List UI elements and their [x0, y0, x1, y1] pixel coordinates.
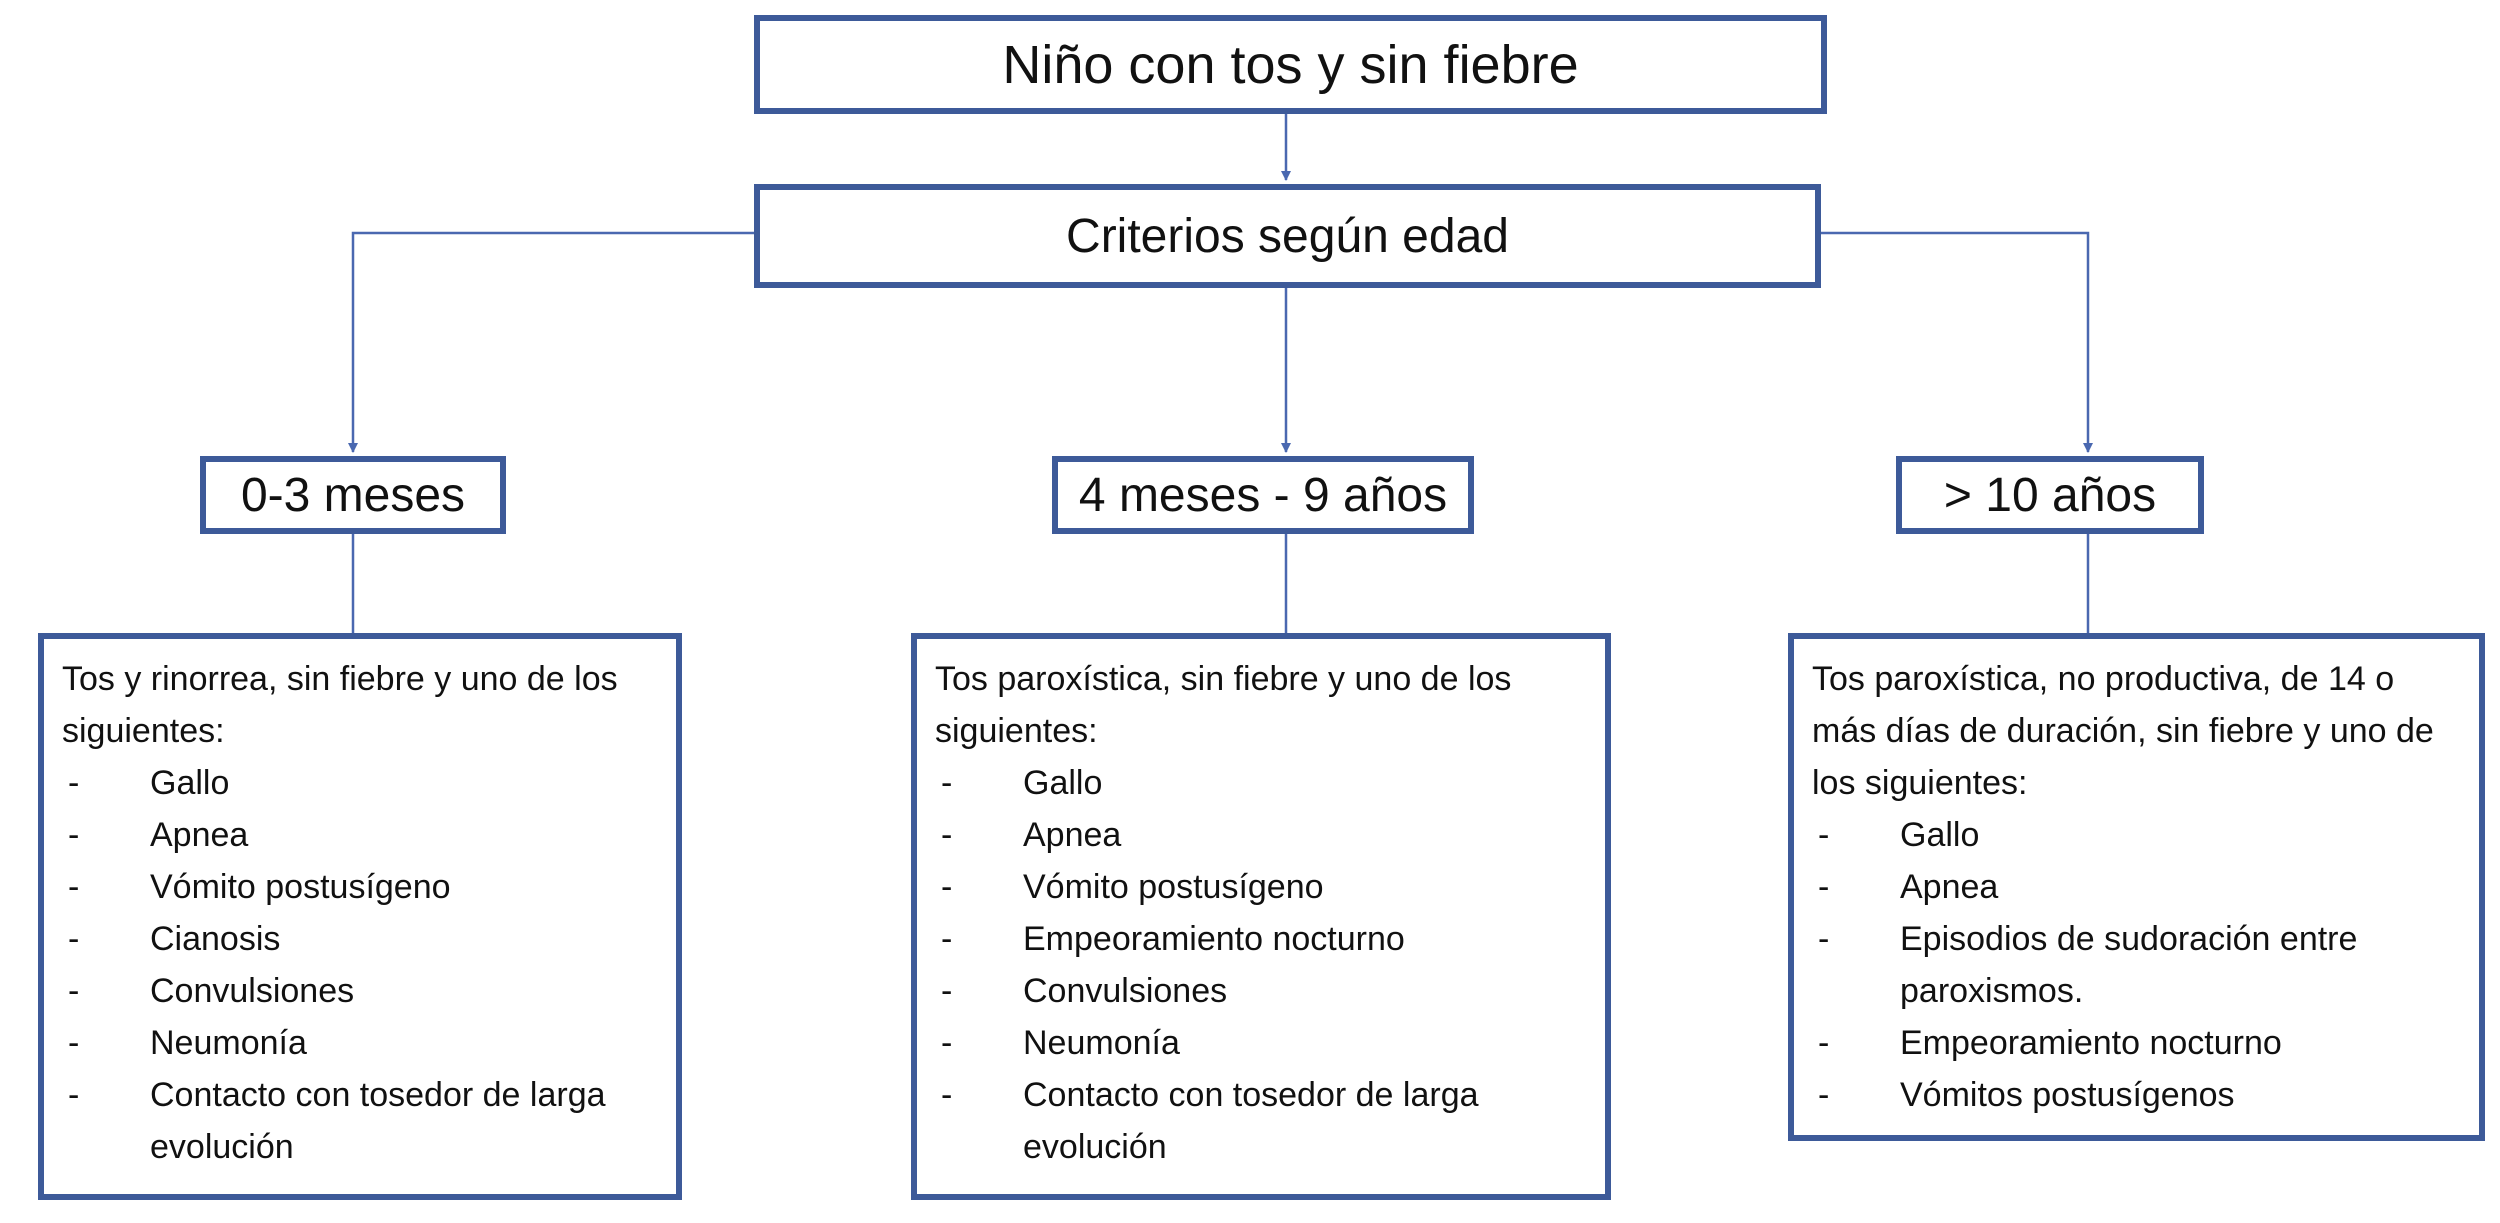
list-item [62, 1017, 662, 1069]
list-item [62, 1069, 662, 1173]
bullet-dash: - [941, 972, 953, 1010]
criteria-list-box-0-3-meses [38, 633, 682, 1200]
list-item [62, 757, 662, 809]
list-item [62, 861, 662, 913]
list-item-text: Cianosis [150, 920, 281, 958]
list-item-text: Vómitos postusígenos [1900, 1076, 2235, 1114]
list-item [1812, 809, 2465, 861]
list-item [935, 757, 1591, 809]
bullet-dash: - [1818, 1076, 1830, 1114]
age-label: 4 meses - 9 años [1078, 468, 1448, 522]
list-item [935, 965, 1591, 1017]
list-item-text: Gallo [150, 764, 230, 802]
bullet-dash: - [941, 816, 953, 854]
criteria-list-box-mas-10-anos [1788, 633, 2485, 1141]
bullet-dash: - [941, 1024, 953, 1062]
list-item-text: Empeoramiento nocturno [1023, 920, 1405, 958]
list-item [935, 809, 1591, 861]
title-box [754, 15, 1827, 114]
arrow-criteria-to-group-0-3 [353, 233, 757, 452]
bullet-dash: - [68, 1076, 80, 1114]
bullet-dash: - [1818, 920, 1830, 958]
list-item [1812, 861, 2465, 913]
list-item [1812, 913, 2465, 1017]
bullet-dash: - [941, 764, 953, 802]
list-item-text: Contacto con tosedor de larga evolución [150, 1076, 606, 1166]
list-item-text: Empeoramiento nocturno [1900, 1024, 2282, 1062]
list-item-text: Neumonía [1023, 1024, 1180, 1062]
bullet-dash: - [68, 816, 80, 854]
list-item [62, 913, 662, 965]
age-box-0-3-meses [200, 456, 506, 534]
bullet-dash: - [68, 868, 80, 906]
list-item [935, 913, 1591, 965]
list-item [935, 1017, 1591, 1069]
list-item [1812, 1017, 2465, 1069]
list-item [935, 861, 1591, 913]
age-box-mas-10-anos [1896, 456, 2204, 534]
age-box-4-meses-9-anos [1052, 456, 1474, 534]
list-item-text: Convulsiones [1023, 972, 1228, 1010]
criteria-intro: Tos paroxística, no productiva, de 14 o más días de duración, sin fiebre y uno de los siguientes: [1812, 660, 2434, 802]
criteria-list [62, 757, 662, 1173]
list-item-text: Convulsiones [150, 972, 355, 1010]
bullet-dash: - [68, 1024, 80, 1062]
criteria-list [1812, 809, 2465, 1121]
list-item [935, 1069, 1591, 1173]
criteria-intro: Tos paroxística, sin fiebre y uno de los siguientes: [935, 660, 1512, 750]
list-item-text: Apnea [1023, 816, 1122, 854]
age-label: 0-3 meses [240, 468, 466, 522]
list-item-text: Vómito postusígeno [1023, 868, 1324, 906]
bullet-dash: - [941, 868, 953, 906]
bullet-dash: - [1818, 816, 1830, 854]
list-item [62, 965, 662, 1017]
bullet-dash: - [1818, 1024, 1830, 1062]
list-item [62, 809, 662, 861]
arrow-criteria-to-group-10 [1815, 233, 2088, 452]
bullet-dash: - [1818, 868, 1830, 906]
bullet-dash: - [941, 920, 953, 958]
age-label: > 10 años [1943, 468, 2157, 522]
list-item-text: Apnea [150, 816, 249, 854]
bullet-dash: - [68, 920, 80, 958]
list-item-text: Neumonía [150, 1024, 307, 1062]
list-item-text: Episodios de sudoración entre paroxismos. [1900, 920, 2358, 1010]
list-item-text: Vómito postusígeno [150, 868, 451, 906]
criteria-list [935, 757, 1591, 1173]
bullet-dash: - [68, 972, 80, 1010]
bullet-dash: - [941, 1076, 953, 1114]
criteria-intro: Tos y rinorrea, sin fiebre y uno de los siguientes: [62, 660, 618, 750]
list-item-text: Gallo [1900, 816, 1980, 854]
bullet-dash: - [68, 764, 80, 802]
list-item [1812, 1069, 2465, 1121]
list-item-text: Gallo [1023, 764, 1103, 802]
criteria-list-box-4-meses-9-anos [911, 633, 1611, 1200]
list-item-text: Contacto con tosedor de larga evolución [1023, 1076, 1479, 1166]
criteria-box [754, 184, 1821, 288]
criteria-text: Criterios según edad [1066, 209, 1509, 263]
list-item-text: Apnea [1900, 868, 1999, 906]
title-text: Niño con tos y sin fiebre [1002, 34, 1579, 95]
